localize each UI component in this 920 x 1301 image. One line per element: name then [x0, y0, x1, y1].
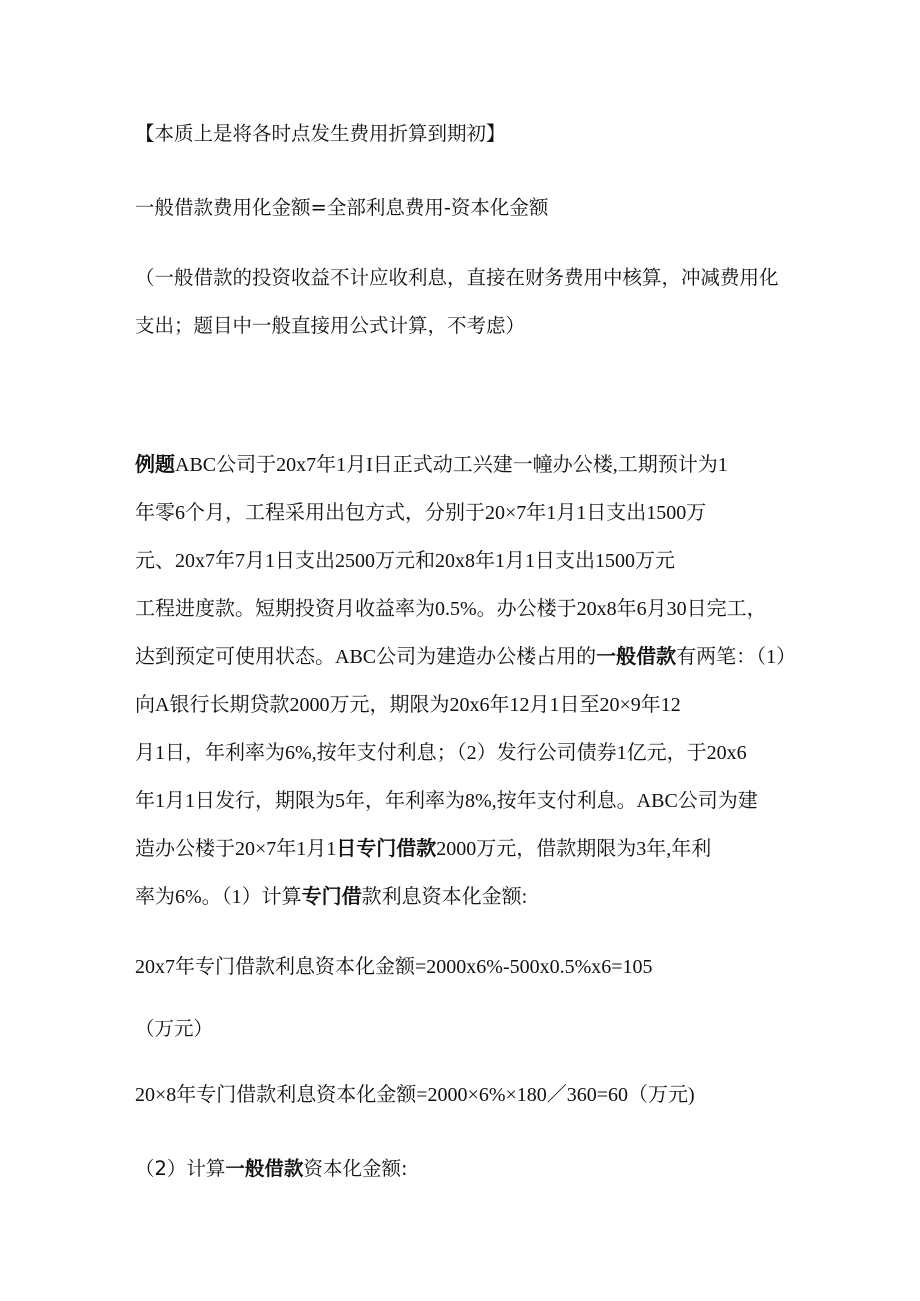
example-line-9: 造办公楼于20×7年1月1日专门借款2000万元，借款期限为3年,年利	[135, 838, 712, 860]
calc-line-1: 20x7年专门借款利息资本化金额=2000x6%-500x0.5%x6=105	[135, 956, 653, 978]
bold-general-loan-step2: 一般借款	[225, 1157, 304, 1180]
bold-general-loan: 一般借款	[596, 646, 677, 668]
example-line-8: 年1月1日发行，期限为5年，年利率为8%,按年支付利息。ABC公司为建	[135, 790, 758, 812]
header-note: 【本质上是将各时点发生费用折算到期初】	[135, 122, 506, 145]
example-line-3: 元、20x7年7月1日支出2500万元和20x8年1月1日支出1500万元	[135, 550, 675, 572]
example-label: 例题	[135, 454, 175, 476]
step-2-heading: （2）计算一般借款资本化金额:	[135, 1157, 408, 1180]
example-line-1: 例题ABC公司于20x7年1月I日正式动工兴建一幢办公楼,工期预计为1	[135, 454, 728, 476]
bold-special-loan-short: 专门借	[301, 886, 362, 908]
formula-line: 一般借款费用化金额=全部利息费用-资本化金额	[135, 196, 549, 219]
example-line-4: 工程进度款。短期投资月收益率为0.5%。办公楼于20x8年6月30日完工，	[135, 598, 767, 620]
note-line-2: 支出；题目中一般直接用公式计算，不考虑）	[135, 314, 526, 337]
note-line-1: （一般借款的投资收益不计应收利息，直接在财务费用中核算，冲减费用化	[135, 266, 779, 289]
example-line-10: 率为6%。（1）计算专门借款利息资本化金额:	[135, 886, 528, 908]
bold-special-loan: 日专门借款	[336, 838, 437, 860]
calc-line-2: 20×8年专门借款利息资本化金额=2000×6%×180／360=60（万元)	[135, 1084, 695, 1106]
example-line-2: 年零6个月，工程采用出包方式，分别于20×7年1月1日支出1500万	[135, 502, 707, 524]
example-line-7: 月1日，年利率为6%,按年支付利息；（2）发行公司债券1亿元，于20x6	[135, 742, 747, 764]
calc-line-1-unit: （万元）	[135, 1017, 214, 1040]
example-line-6: 向A银行长期贷款2000万元，期限为20x6年12月1日至20×9年12	[135, 694, 681, 716]
example-line-5: 达到预定可使用状态。ABC公司为建造办公楼占用的一般借款有两笔：（1）	[135, 646, 797, 668]
